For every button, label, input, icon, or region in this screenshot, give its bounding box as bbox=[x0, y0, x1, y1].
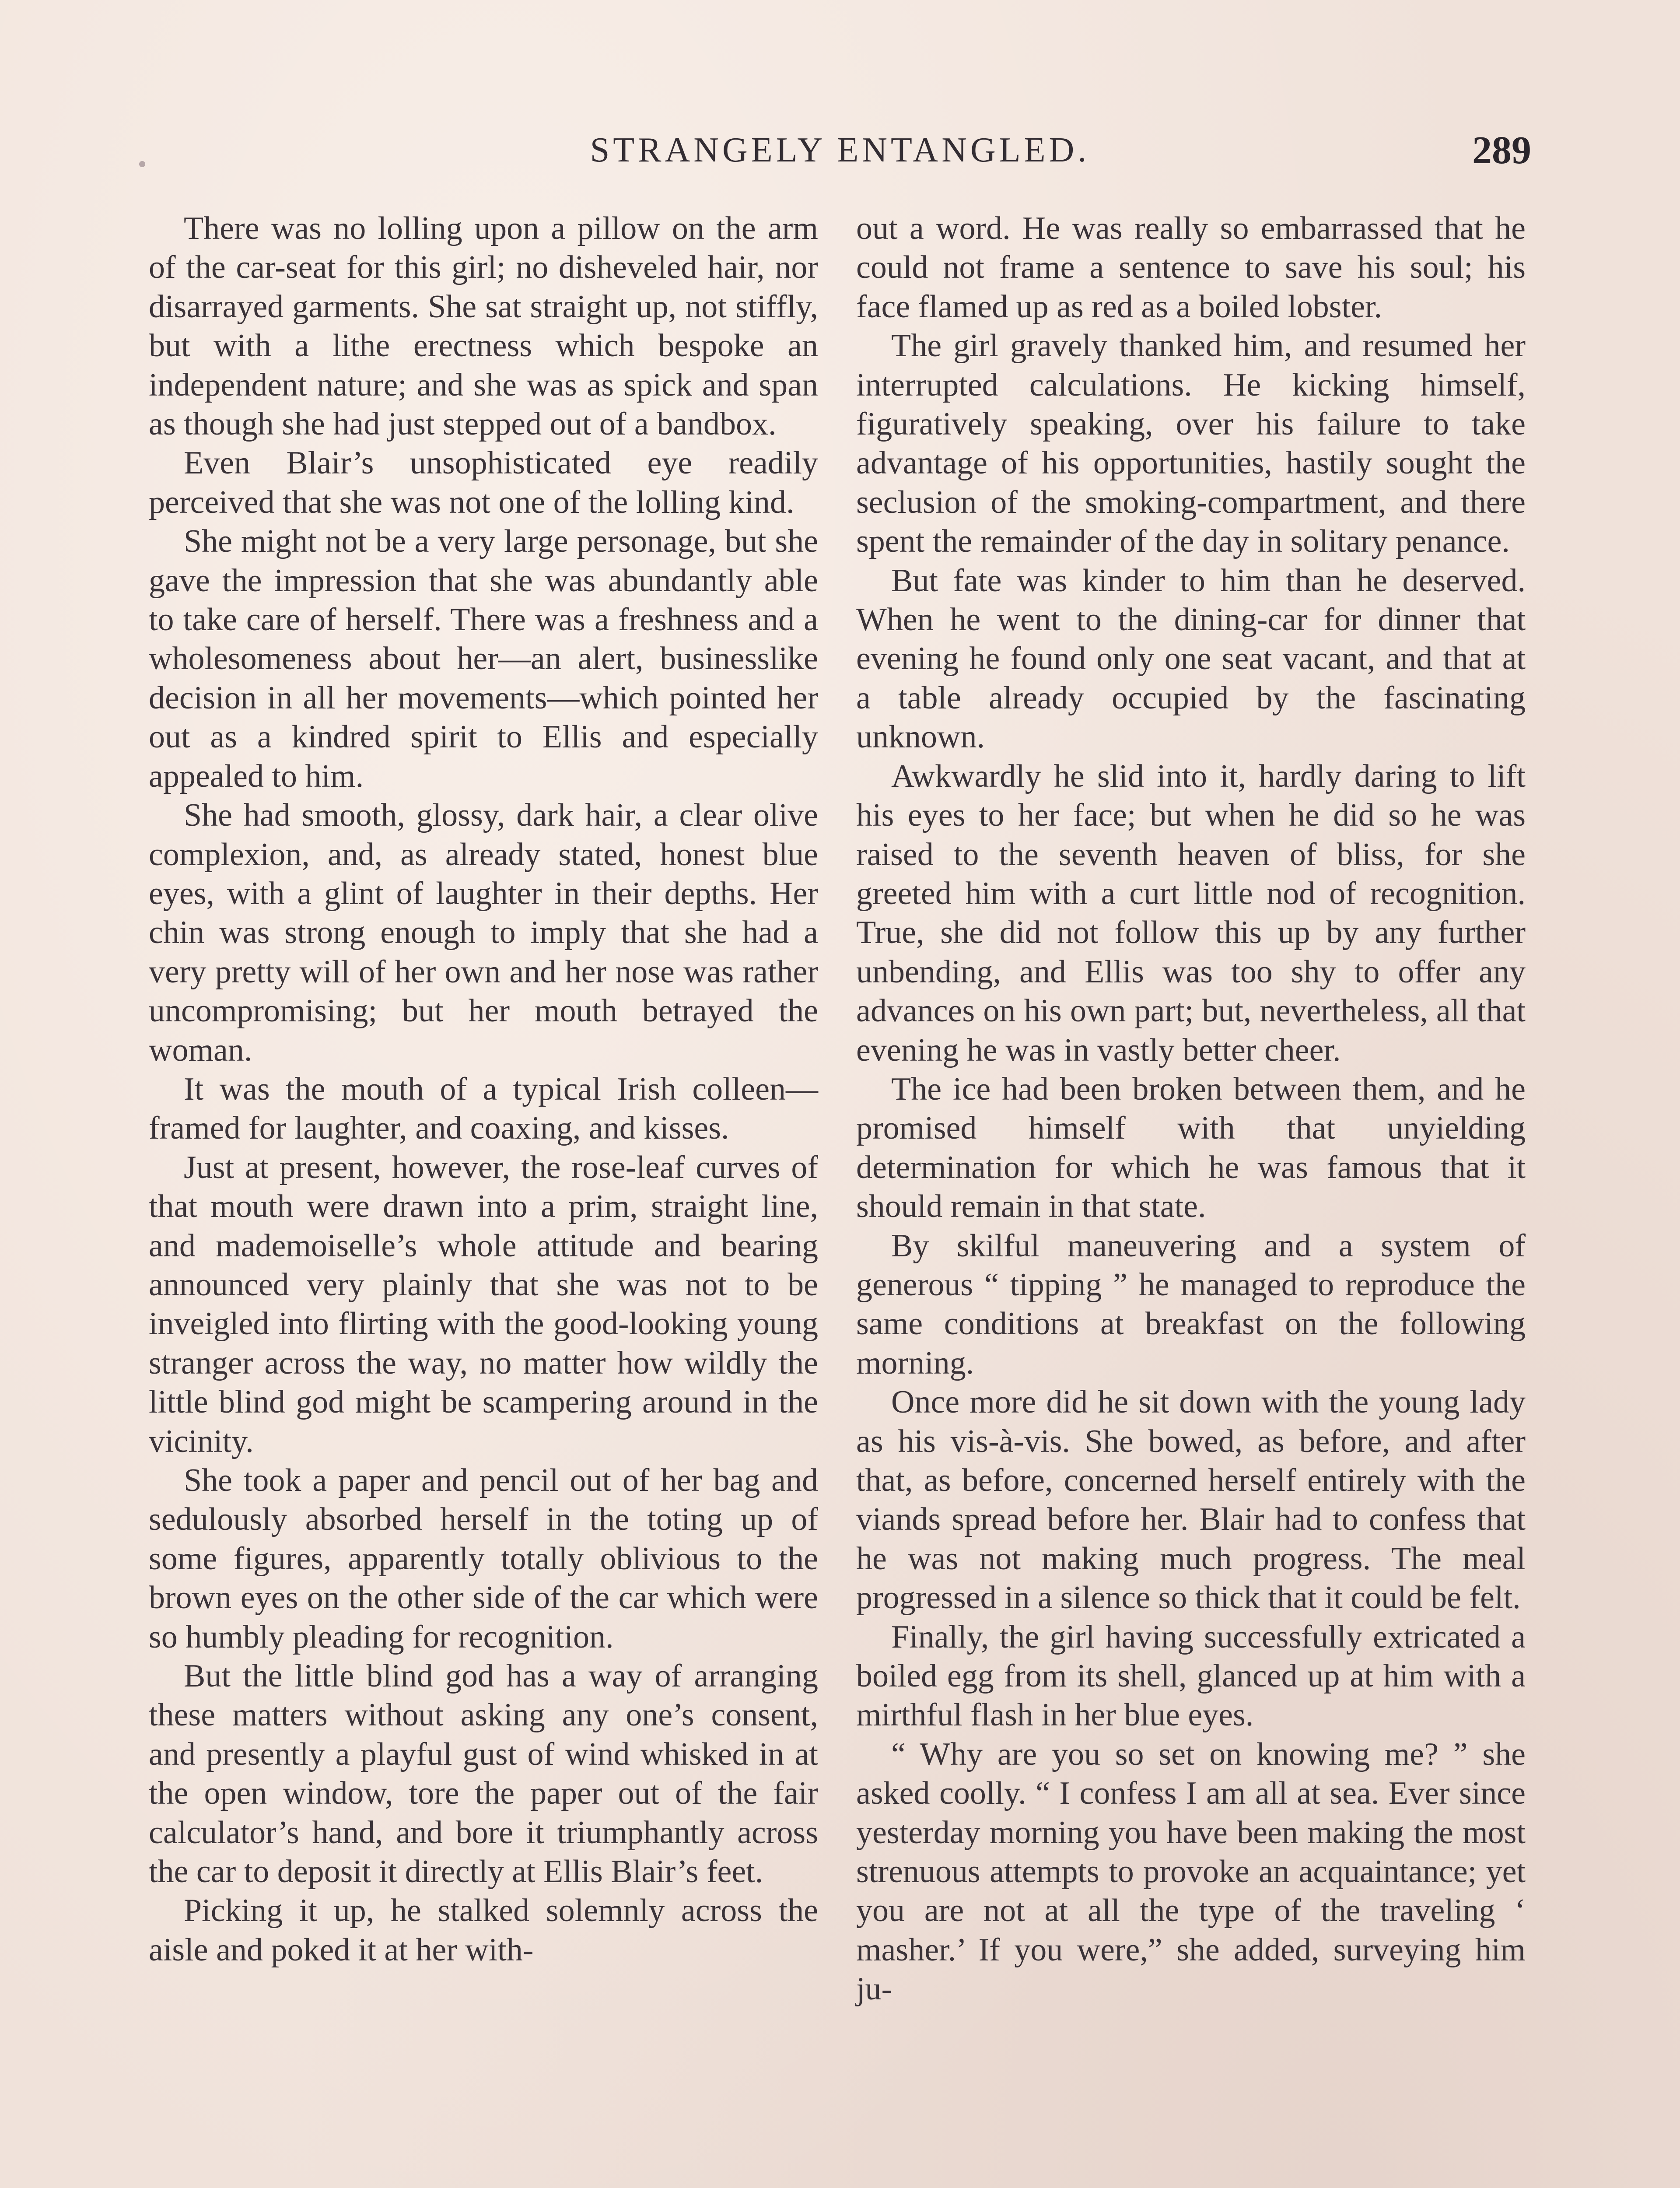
paragraph: She had smooth, glossy, dark hair, a clear olive complexion, and, as already stated, honest blue eyes, with a glint of laughter in their depths. Her chin was strong enough to imply that she had a very pretty will of her own and her nose was rather uncompromising; but her mouth betrayed the woman. bbox=[149, 797, 818, 1068]
right-column bbox=[856, 209, 1526, 2009]
paragraph: Finally, the girl having successfully extricated a boiled egg from its shell, glanced up at him with a mirthful flash in her blue eyes. bbox=[856, 1619, 1526, 1733]
page-header bbox=[149, 130, 1531, 179]
paragraph: But the little blind god has a way of arranging these matters without asking any one’s consent, and presently a playful gust of wind whisked in at the open window, tore the paper out of the fair calculator’s hand, and bore it triumphantly across the car to deposit it directly at Ellis Blair’s feet. bbox=[149, 1658, 818, 1890]
paragraph: There was no lolling upon a pillow on the arm of the car-seat for this girl; no disheveled hair, nor disarrayed garments. She sat straight up, not stiffly, but with a lithe erectness which bespoke an independent nature; and she was as spick and span as though she had just stepped out of a bandbox. bbox=[149, 210, 818, 442]
paragraph: “ Why are you so set on knowing me? ” she asked coolly. “ I confess I am all at sea. Ever since yesterday morning you have been making the most strenuous attempts to provoke an acquaintance; yet you are not at all the type of the traveling ‘ masher.’ If you were,” she added, surveying him ju- bbox=[856, 1736, 1526, 2007]
paragraph: The girl gravely thanked him, and resumed her interrupted calculations. He kicking himself, figuratively speaking, over his failure to take advantage of his opportunities, hastily sought the seclusion of the smoking-compartment, and there spent the remainder of the day in solitary penance. bbox=[856, 328, 1526, 560]
paragraph: She took a paper and pencil out of her bag and sedulously absorbed herself in the toting up of some figures, apparently totally oblivious to the brown eyes on the other side of the car which were so humbly pleading for recognition. bbox=[149, 1462, 818, 1655]
paragraph: It was the mouth of a typical Irish colleen—framed for laughter, and coaxing, and kisses. bbox=[149, 1071, 818, 1147]
page-speck bbox=[139, 161, 145, 167]
page-number: 289 bbox=[1472, 129, 1531, 172]
left-column bbox=[149, 209, 818, 1970]
paragraph: Once more did he sit down with the young lady as his vis-à-vis. She bowed, as before, and after that, as before, concerned herself entirely with the viands spread before her. Blair had to confess that he was not making much progress. The meal progressed in a silence so thick that it could be felt. bbox=[856, 1384, 1526, 1616]
paragraph: But fate was kinder to him than he deserved. When he went to the dining-car for dinner that evening he found only one seat vacant, and that at a table already occupied by the fascinating unknown. bbox=[856, 562, 1526, 755]
paragraph: Awkwardly he slid into it, hardly daring to lift his eyes to her face; but when he did so he was raised to the seventh heaven of bliss, for she greeted him with a curt little nod of recognition. True, she did not follow this up by any further unbending, and Ellis was too shy to offer any advances on his own part; but, nevertheless, all that evening he was in vastly better cheer. bbox=[856, 758, 1526, 1068]
paragraph: By skilful maneuvering and a system of generous “ tipping ” he managed to reproduce the same conditions at breakfast on the following morning. bbox=[856, 1227, 1526, 1381]
paragraph: The ice had been broken between them, and he promised himself with that unyielding determination for which he was famous that it should remain in that state. bbox=[856, 1071, 1526, 1225]
running-head: STRANGELY ENTANGLED. bbox=[590, 131, 1090, 169]
paragraph-continuation: out a word. He was really so embarrassed that he could not frame a sentence to save his soul; his face flamed up as red as a boiled lobster. bbox=[856, 210, 1526, 325]
paragraph: Picking it up, he stalked solemnly across the aisle and poked it at her with- bbox=[149, 1893, 818, 1968]
paragraph: She might not be a very large personage, but she gave the impression that she was abundantly able to take care of herself. There was a freshness and a wholesomeness about her—an alert, businesslike decision in all her movements—which pointed her out as a kindred spirit to Ellis and especially appealed to him. bbox=[149, 523, 818, 794]
paragraph: Even Blair’s unsophisticated eye readily perceived that she was not one of the lolling kind. bbox=[149, 445, 818, 520]
paragraph: Just at present, however, the rose-leaf curves of that mouth were drawn into a prim, straight line, and mademoiselle’s whole attitude and bearing announced very plainly that she was not to be inveigled into flirting with the good-looking young stranger across the way, no matter how wildly the little blind god might be scampering around in the vicinity. bbox=[149, 1149, 818, 1459]
